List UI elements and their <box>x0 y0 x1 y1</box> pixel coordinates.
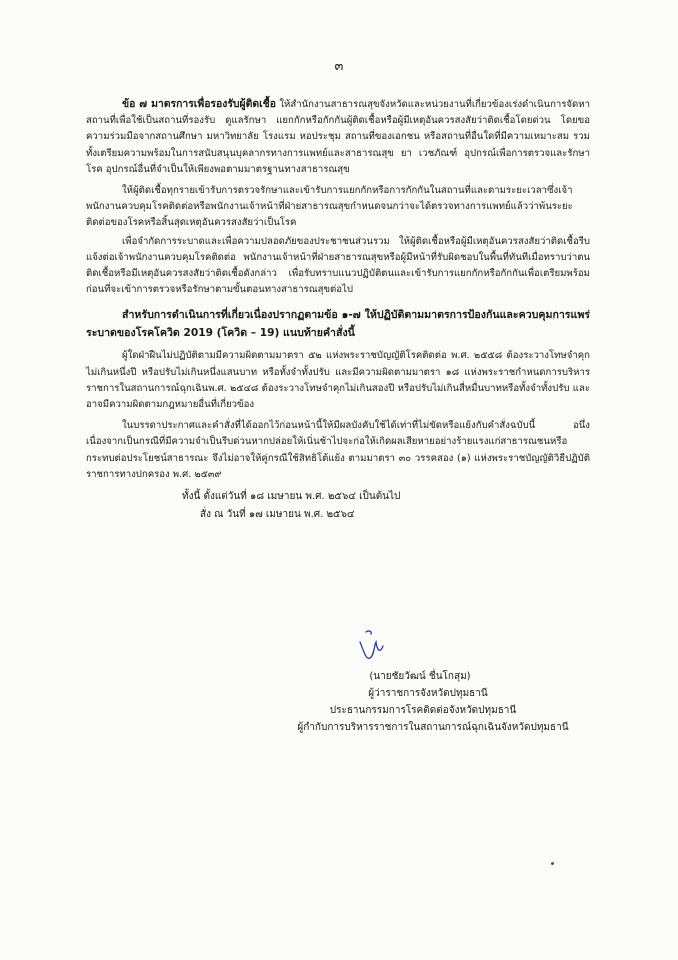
section-7-title: ข้อ ๗ มาตรการเพื่อรองรับผู้ติดเชื้อ <box>122 98 276 110</box>
effective-date: ทั้งนี้ ตั้งแต่วันที่ ๑๘ เมษายน พ.ศ. ๒๕๖๔ เป็นต้นไป <box>182 491 401 503</box>
penalty-paragraph: ผู้ใดฝ่าฝืนไม่ปฏิบัติตามมีความผิดตามมาตรา ๕๒ แห่งพระราชบัญญัติโรคติดต่อ พ.ศ. ๒๕๕๘ ต้องระวางโทษจำคุกไม่เกินหนึ่งปี หรือปรับไม่เกินหนึ่งแสนบาท หรือทั้งจำทั้งปรับ และมีความผิดตามมาตรา ๑๘ แห่งพระราชกำหนดการบริหารราชการในสถานการณ์ฉุกเฉินพ.ศ. ๒๕๔๘ ต้องระวางโทษจำคุกไม่เกินสองปี หรือปรับไม่เกินสี่หมื่นบาทหรือทั้งจำทั้งปรับ และอาจมีความผิดตามกฎหมายอื่นที่เกี่ยวข้อง <box>86 350 590 411</box>
section-7-text: ให้สำนักงานสาธารณสุขจังหวัดและหน่วยงานที่เกี่ยวข้องเร่งดำเนินการจัดหาสถานที่เพื่อใช้เป็นสถานที่รองรับ ดูแลรักษา แยกกักหรือกักกันผู้ติดเชื้อหรือผู้มีเหตุอันควรสงสัยว่าติดเชื้อโดยด่วน โดยขอความร่วมมือจากสถานศึกษา มหาวิทยาลัย โรงแรม หอประชุม สถานที่ของเอกชน หรือสถานที่อื่นใดที่มีความเหมาะสม รวมทั้งเตรียมความพร้อมในการสนับสนุนบุคลากรทางการแพทย์และสาธารณสุข ยา เวชภัณฑ์ อุปกรณ์เพื่อการตรวจและรักษาโรค อุปกรณ์อื่นที่จำเป็นให้เพียงพอตามมาตรฐานทางสาธารณสุข <box>86 99 590 175</box>
date-block <box>86 488 590 524</box>
signatory-title-governor: ผู้ว่าราชการจังหวัดปทุมธานี <box>368 688 488 699</box>
signatory-block <box>200 668 620 736</box>
document-body <box>86 96 590 524</box>
urgency-paragraph: ในบรรดาประกาศและคำสั่งที่ได้ออกไว้ก่อนหน้านี้ให้มีผลบังคับใช้ได้เท่าที่ไม่ขัดหรือแย้งกับคำสั่งฉบับนี้ อนึ่ง เนื่องจากเป็นกรณีที่มีความจำเป็นรีบด่วนหากปล่อยให้เนิ่นช้าไปจะก่อให้เกิดผลเสียหายอย่างร้ายแรงแก่สาธารณชนหรือกระทบต่อประโยชน์สาธารณะ จึงไม่อาจให้คู่กรณีใช้สิทธิโต้แย้ง ตามมาตรา ๓๐ วรรคสอง (๑) แห่งพระราชบัญญัติวิธีปฏิบัติราชการทางปกครอง พ.ศ. ๒๕๓๙ <box>86 420 590 480</box>
signatory-title-emergency: ผู้กำกับการบริหารราชการในสถานการณ์ฉุกเฉินจังหวัดปทุมธานี <box>297 722 569 733</box>
paragraph-reporting: เพื่อจำกัดการระบาดและเพื่อความปลอดภัยของประชาชนส่วนรวม ให้ผู้ติดเชื้อหรือผู้มีเหตุอันควรสงสัยว่าติดเชื้อรีบแจ้งต่อเจ้าพนักงานควบคุมโรคติดต่อ พนักงานเจ้าหน้าที่ฝ่ายสาธารณสุขหรือผู้มีหน้าที่รับผิดชอบในพื้นที่ทันทีเมื่อทราบว่าตนติดเชื้อหรือมีเหตุอันควรสงสัยว่าติดเชื้อดังกล่าว เพื่อรับทราบแนวปฏิบัติตนและเข้ารับการแยกกักหรือกักกันเพื่อเตรียมพร้อมก่อนที่จะเข้าการตรวจหรือรักษาตามขั้นตอนทางสาธารณสุขต่อไป <box>86 235 590 296</box>
signature-mark <box>356 628 386 664</box>
measures-heading: สำหรับการดำเนินการที่เกี่ยวเนื่องปรากฏตามข้อ ๑-๗ ให้ปฏิบัติตามมาตรการป้องกันและควบคุมการแพร่ระบาดของโรคโควิด 2019 (โควิด – 19) แนบท้ายคำสั่งนี้ <box>86 309 590 340</box>
signed-date: สั่ง ณ วันที่ ๑๗ เมษายน พ.ศ. ๒๕๖๔ <box>200 509 355 521</box>
page-number: ๓ <box>334 59 344 74</box>
section-7-paragraph <box>86 96 590 178</box>
paragraph-treatment: ให้ผู้ติดเชื้อทุกรายเข้ารับการตรวจรักษาและเข้ารับการแยกกักหรือการกักกันในสถานที่และตามระยะเวลาซึ่งเจ้าพนักงานควบคุมโรคติดต่อหรือพนักงานเจ้าหน้าที่ฝ่ายสาธารณสุขกำหนดจนกว่าจะได้ตรวจทางการแพทย์แล้วว่าพ้นระยะติดต่อของโรคหรือสิ้นสุดเหตุอันควรสงสัยว่าเป็นโรค <box>86 185 573 229</box>
signatory-title-committee: ประธานกรรมการโรคติดต่อจังหวัดปทุมธานี <box>329 705 517 716</box>
signatory-name: (นายชัยวัฒน์ ชื่นโกสุม) <box>369 671 471 682</box>
scan-speck <box>551 862 554 865</box>
